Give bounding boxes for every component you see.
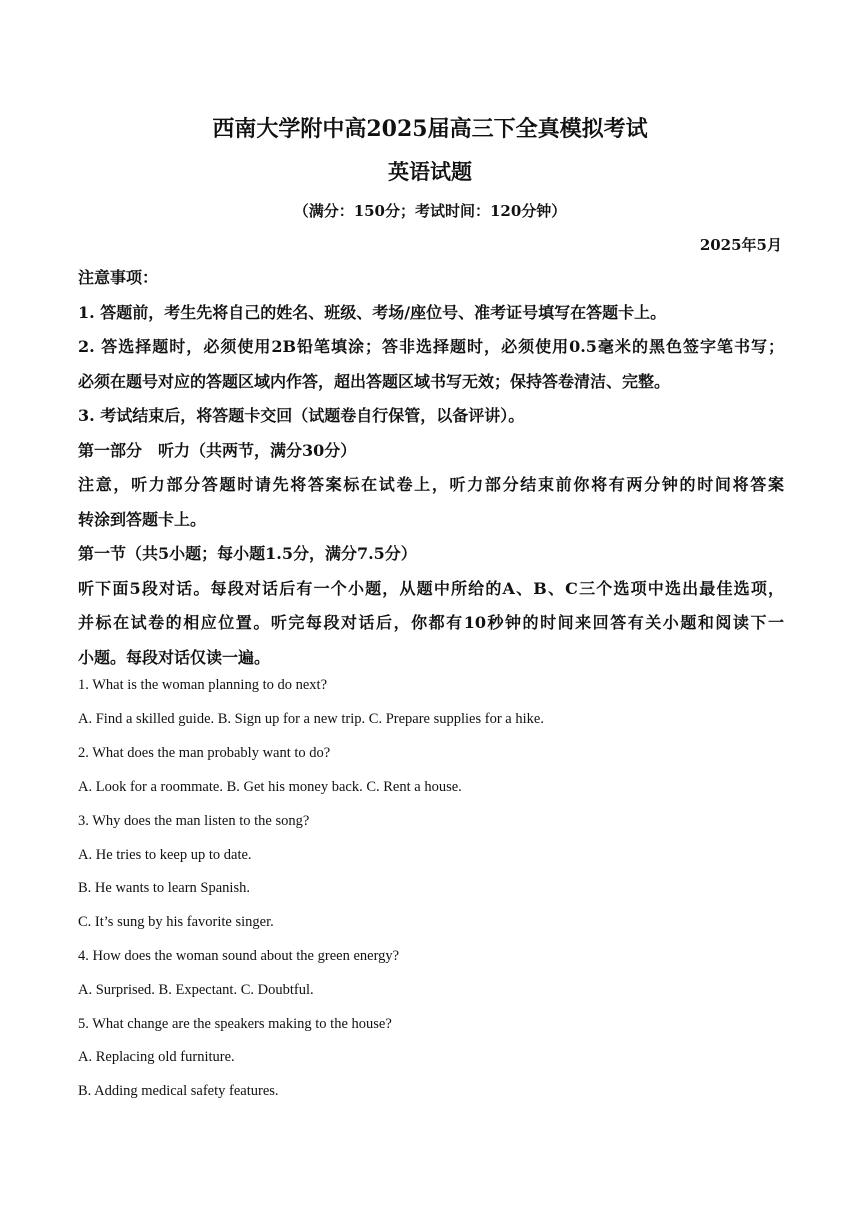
- notice-item-2-line-1: 2. 答选择题时，必须使用2B铅笔填涂；答非选择题时，必须使用0.5毫米的黑色签字笔书写；: [78, 337, 784, 356]
- listening-note-line-1: 注意，听力部分答题时请先将答案标在试卷上，听力部分结束前你将有两分钟的时间将答案: [78, 475, 784, 494]
- exam-date: 2025年5月: [699, 236, 782, 254]
- question-2: 2. What does the man probably want to do?: [78, 745, 331, 761]
- question-3-option-b: B. He wants to learn Spanish.: [78, 880, 250, 896]
- notice-section: [78, 261, 784, 675]
- question-4: 4. How does the woman sound about the green energy?: [78, 948, 400, 964]
- section1-heading: 第一节（共5小题；每小题1.5分，满分7.5分）: [78, 544, 417, 563]
- notice-item-2-line-2: 必须在题号对应的答题区域内作答，超出答题区域书写无效；保持答卷清洁、完整。: [78, 371, 671, 391]
- listening-note-line-2: 转涂到答题卡上。: [78, 509, 207, 529]
- question-5: 5. What change are the speakers making to the house?: [78, 1016, 392, 1032]
- question-2-options: A. Look for a roommate. B. Get his money back. C. Rent a house.: [78, 779, 462, 795]
- question-5-option-a: A. Replacing old furniture.: [78, 1049, 235, 1065]
- question-3-option-c: C. It’s sung by his favorite singer.: [78, 914, 274, 930]
- instructions-line-3: 小题。每段对话仅读一遍。: [78, 647, 271, 667]
- instructions-line-2: 并标在试卷的相应位置。听完每段对话后，你都有10秒钟的时间来回答有关小题和阅读下一: [78, 613, 784, 632]
- question-3-option-a: A. He tries to keep up to date.: [78, 847, 252, 863]
- notice-item-1: 1. 答题前，考生先将自己的姓名、班级、考场/座位号、准考证号填写在答题卡上。: [78, 302, 667, 322]
- instructions-line-1: 听下面5段对话。每段对话后有一个小题，从题中所给的A、B、C三个选项中选出最佳选项，: [78, 578, 784, 598]
- question-3: 3. Why does the man listen to the song?: [78, 813, 310, 829]
- notice-item-3: 3. 考试结束后，将答题卡交回（试题卷自行保管，以备评讲）。: [78, 406, 525, 425]
- exam-title: 西南大学附中高2025届高三下全真模拟考试: [212, 116, 648, 142]
- question-1-options: A. Find a skilled guide. B. Sign up for a new trip. C. Prepare supplies for a hike.: [78, 711, 544, 727]
- question-1: 1. What is the woman planning to do next?: [78, 677, 328, 693]
- question-4-options: A. Surprised. B. Expectant. C. Doubtful.: [78, 982, 314, 998]
- notice-heading: 注意事项：: [78, 268, 159, 287]
- question-5-option-b: B. Adding medical safety features.: [78, 1083, 279, 1099]
- part1-heading: 第一部分 听力（共两节，满分30分）: [78, 440, 357, 460]
- subject-title: 英语试题: [388, 159, 472, 184]
- score-info: （满分：150分；考试时间：120分钟）: [293, 202, 567, 220]
